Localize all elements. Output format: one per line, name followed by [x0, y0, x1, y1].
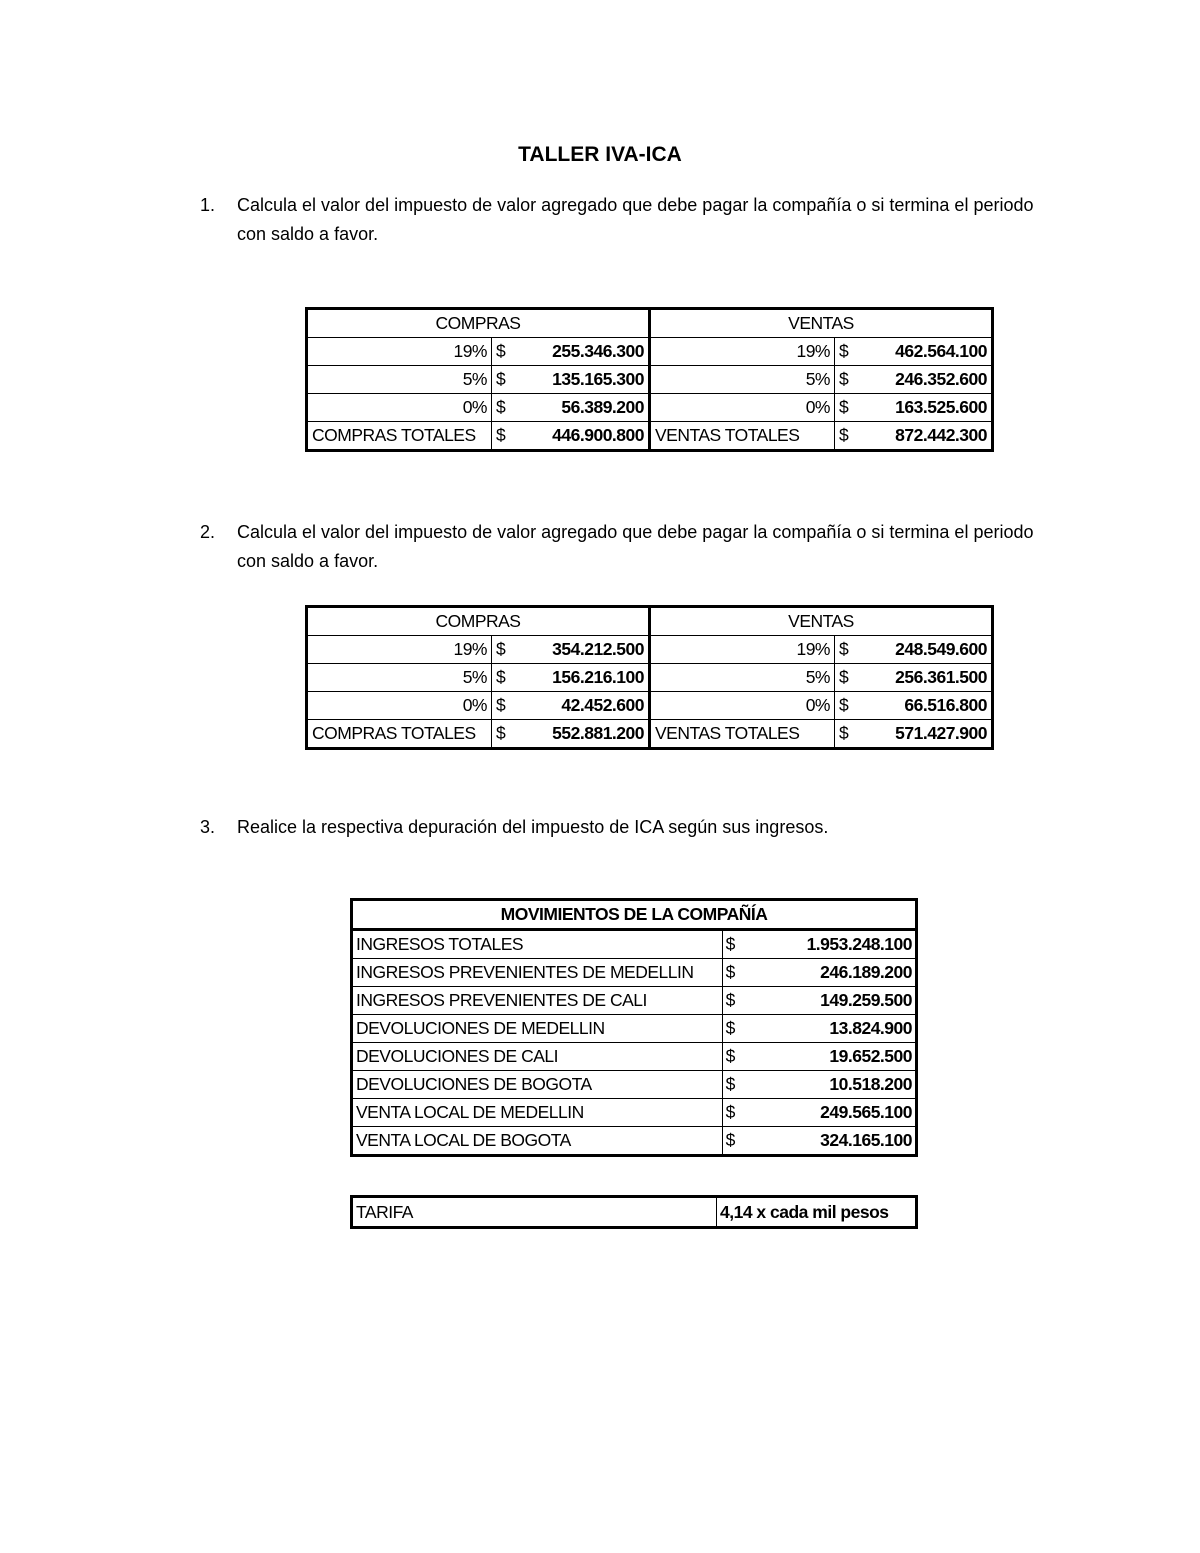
question-3	[200, 813, 1050, 842]
compras-total-amount: $ 552.881.200	[492, 720, 650, 749]
table-row	[352, 959, 917, 987]
ventas-rate-label: 5%	[650, 366, 835, 394]
ventas-amount: $ 246.352.600	[835, 366, 993, 394]
ventas-rate-label: 0%	[650, 394, 835, 422]
compras-header: COMPRAS	[307, 607, 650, 636]
compras-header: COMPRAS	[307, 309, 650, 338]
ica-movements-table	[350, 898, 918, 1157]
table-row	[352, 1015, 917, 1043]
table-row	[352, 987, 917, 1015]
compras-rate-label: 0%	[307, 394, 492, 422]
compras-rate-label: 5%	[307, 664, 492, 692]
movement-label: INGRESOS PREVENIENTES DE CALI	[352, 987, 723, 1015]
table-row	[307, 664, 993, 692]
movement-label: VENTA LOCAL DE BOGOTA	[352, 1127, 723, 1156]
compras-amount: $ 135.165.300	[492, 366, 650, 394]
question-number: 2.	[200, 522, 216, 542]
ventas-header: VENTAS	[650, 607, 993, 636]
compras-total-label: COMPRAS TOTALES	[307, 720, 492, 749]
ventas-amount: $ 248.549.600	[835, 636, 993, 664]
movement-label: VENTA LOCAL DE MEDELLIN	[352, 1099, 723, 1127]
compras-rate-label: 19%	[307, 338, 492, 366]
table-row	[307, 394, 993, 422]
tarifa-table	[350, 1195, 918, 1229]
table-total-row	[307, 720, 993, 749]
table-row	[352, 1043, 917, 1071]
compras-amount: $ 255.346.300	[492, 338, 650, 366]
movement-amount: $ 13.824.900	[722, 1015, 916, 1043]
table-header-row	[307, 607, 993, 636]
table-row	[352, 1071, 917, 1099]
compras-rate-label: 5%	[307, 366, 492, 394]
ventas-rate-label: 0%	[650, 692, 835, 720]
table-row	[352, 1127, 917, 1156]
ventas-amount: $ 462.564.100	[835, 338, 993, 366]
movement-amount: $ 19.652.500	[722, 1043, 916, 1071]
table-title-row	[352, 900, 917, 930]
compras-amount: $ 354.212.500	[492, 636, 650, 664]
movement-label: DEVOLUCIONES DE BOGOTA	[352, 1071, 723, 1099]
compras-total-label: COMPRAS TOTALES	[307, 422, 492, 451]
compras-amount: $ 156.216.100	[492, 664, 650, 692]
movement-label: DEVOLUCIONES DE CALI	[352, 1043, 723, 1071]
question-number: 1.	[200, 195, 216, 215]
ventas-amount: $ 66.516.800	[835, 692, 993, 720]
question-1	[200, 191, 1050, 249]
ventas-total-label: VENTAS TOTALES	[650, 422, 835, 451]
compras-total-amount: $ 446.900.800	[492, 422, 650, 451]
compras-amount: $ 56.389.200	[492, 394, 650, 422]
movement-label: INGRESOS TOTALES	[352, 930, 723, 959]
movement-amount: $ 249.565.100	[722, 1099, 916, 1127]
question-text: Calcula el valor del impuesto de valor agregado que debe pagar la compañía o si termina el periodo con saldo a favor.	[237, 522, 1034, 571]
movement-label: DEVOLUCIONES DE MEDELLIN	[352, 1015, 723, 1043]
table-total-row	[307, 422, 993, 451]
tarifa-label: TARIFA	[352, 1197, 717, 1228]
ventas-total-amount: $ 571.427.900	[835, 720, 993, 749]
ventas-rate-label: 5%	[650, 664, 835, 692]
movement-amount: $ 246.189.200	[722, 959, 916, 987]
question-text: Realice la respectiva depuración del impuesto de ICA según sus ingresos.	[237, 817, 829, 837]
question-text: Calcula el valor del impuesto de valor agregado que debe pagar la compañía o si termina el periodo con saldo a favor.	[237, 195, 1034, 244]
table-row	[307, 636, 993, 664]
iva-table-1	[305, 307, 994, 452]
table-header-row	[307, 309, 993, 338]
table-row	[307, 338, 993, 366]
compras-rate-label: 0%	[307, 692, 492, 720]
iva-table-2	[305, 605, 994, 750]
tarifa-value: 4,14 x cada mil pesos	[717, 1197, 917, 1228]
table-row	[352, 1099, 917, 1127]
movement-amount: $ 149.259.500	[722, 987, 916, 1015]
ventas-rate-label: 19%	[650, 338, 835, 366]
movement-amount: $ 1.953.248.100	[722, 930, 916, 959]
ventas-total-label: VENTAS TOTALES	[650, 720, 835, 749]
ica-table-title: MOVIMIENTOS DE LA COMPAÑÍA	[352, 900, 917, 930]
movement-amount: $ 324.165.100	[722, 1127, 916, 1156]
question-2	[200, 518, 1050, 576]
ventas-rate-label: 19%	[650, 636, 835, 664]
table-row	[307, 692, 993, 720]
movement-label: INGRESOS PREVENIENTES DE MEDELLIN	[352, 959, 723, 987]
table-row	[307, 366, 993, 394]
ventas-header: VENTAS	[650, 309, 993, 338]
table-row	[352, 1197, 917, 1228]
compras-rate-label: 19%	[307, 636, 492, 664]
movement-amount: $ 10.518.200	[722, 1071, 916, 1099]
ventas-amount: $ 256.361.500	[835, 664, 993, 692]
compras-amount: $ 42.452.600	[492, 692, 650, 720]
page-title: TALLER IVA-ICA	[518, 143, 682, 166]
question-number: 3.	[200, 817, 216, 837]
ventas-total-amount: $ 872.442.300	[835, 422, 993, 451]
ventas-amount: $ 163.525.600	[835, 394, 993, 422]
table-row	[352, 930, 917, 959]
